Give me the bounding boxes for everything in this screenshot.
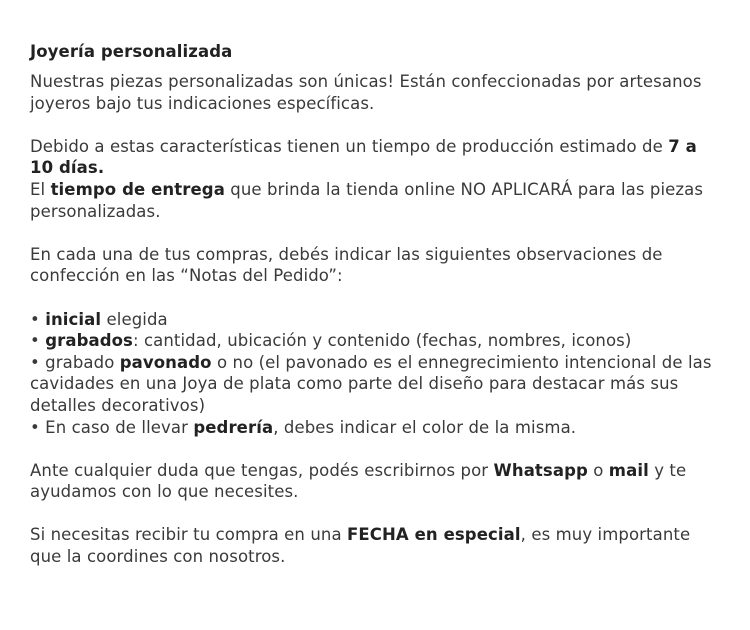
production-time: 7 a 10 días.	[30, 136, 697, 178]
production-text: Debido a estas características tienen un tiempo de producción estimado de	[30, 136, 669, 156]
delivery-text-pre: El	[30, 179, 51, 199]
list-item-engravings: • grabados: cantidad, ubicación y contenido (fechas, nombres, iconos)	[30, 331, 632, 351]
list-item-initial: • inicial elegida	[30, 309, 168, 329]
whatsapp-label: Whatsapp	[493, 460, 588, 480]
delivery-text-post: que brinda la tienda online NO APLICARÁ para las piezas personalizadas.	[30, 179, 704, 221]
page-title: Joyería personalizada	[30, 42, 233, 61]
production-paragraph	[30, 136, 720, 222]
mail-label: mail	[608, 460, 649, 480]
notes-paragraph: En cada una de tus compras, debés indicar las siguientes observaciones de confección en las “Notas del Pedido”:	[30, 244, 663, 286]
contact-paragraph: Ante cualquier duda que tengas, podés escribirnos por Whatsapp o mail y te ayudamos con lo que necesites.	[30, 460, 687, 502]
list-item-stones: • En caso de llevar pedrería, debes indicar el color de la misma.	[30, 417, 577, 437]
special-date-label: FECHA en especial	[347, 525, 521, 545]
custom-jewelry-info	[30, 40, 720, 589]
requirements-list	[30, 309, 720, 439]
delivery-time-label: tiempo de entrega	[50, 179, 225, 199]
special-date-paragraph: Si necesitas recibir tu compra en una FECHA en especial, es muy importante que la coordines con nosotros.	[30, 525, 691, 567]
intro-paragraph: Nuestras piezas personalizadas son únicas! Están confeccionadas por artesanos joyeros bajo tus indicaciones específicas.	[30, 72, 702, 113]
list-item-pavonado: • grabado pavonado o no (el pavonado es el ennegrecimiento intencional de las cavidades en una Joya de plata como parte del diseño para destacar más sus detalles decorativos)	[30, 352, 712, 415]
